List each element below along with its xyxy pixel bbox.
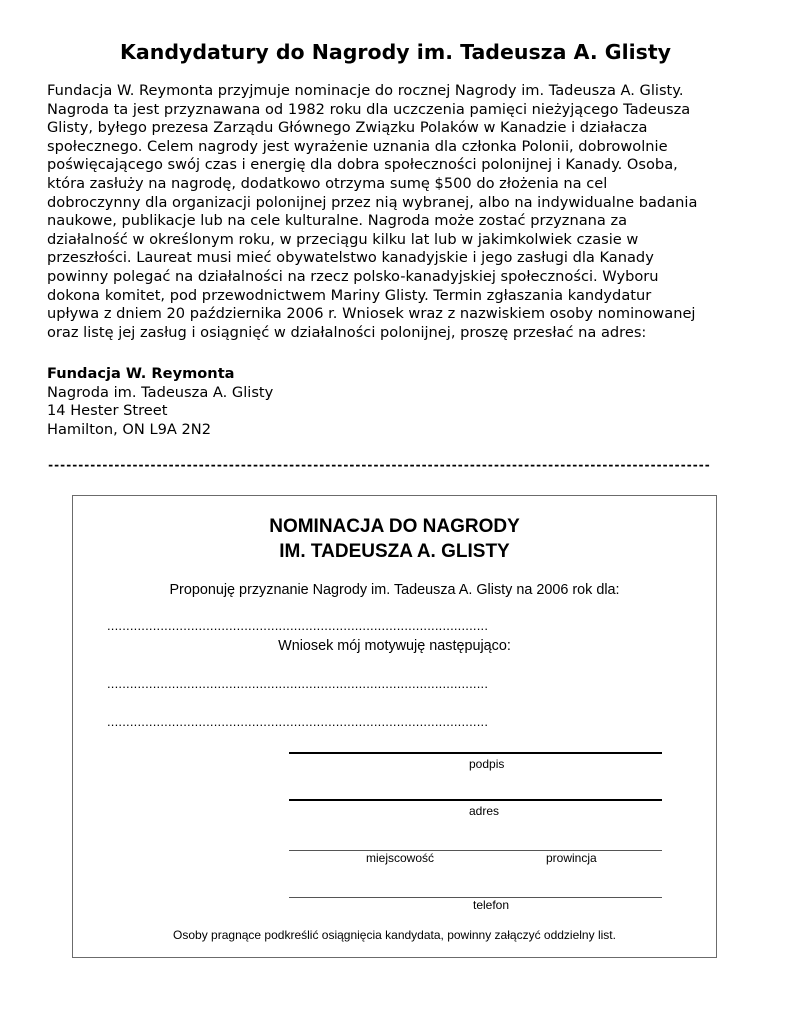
intro-line: dobroczynny dla organizacji polonijnej przez nią wybranej, albo na indywidualne badania	[47, 193, 698, 211]
intro-line: społecznego. Celem nagrody jest wyrażenie uznania dla członka Polonii, dobrowolnie	[47, 137, 668, 155]
intro-line: naukowe, publikacje lub na cele kulturalne. Nagroda może zostać przyznana za	[47, 212, 628, 230]
signature-label: podpis	[469, 757, 505, 771]
intro-line: która zasłuży na nagrodę, dodatkowo otrzyma sumę $500 do złożenia na cel	[47, 174, 608, 192]
mailing-address	[47, 365, 447, 439]
address-organization: Fundacja W. Reymonta	[47, 365, 235, 382]
intro-line: upływa z dniem 20 października 2006 r. Wniosek wraz z nazwiskiem osoby nominowanej	[47, 305, 696, 323]
city-label: miejscowość	[366, 851, 435, 865]
intro-paragraph	[47, 82, 752, 342]
intro-line: oraz listę jej zasług i osiągnięć w działalności polonijnej, proszę przesłać na adres:	[47, 323, 647, 341]
form-title-line: IM. TADEUSZA A. GLISTY	[279, 541, 510, 562]
address-line: 14 Hester Street	[47, 402, 168, 420]
nomination-form	[72, 495, 717, 958]
address-line-field[interactable]	[289, 799, 662, 801]
intro-line: Fundacja W. Reymonta przyjmuje nominacje do rocznej Nagrody im. Tadeusza A. Glisty.	[47, 82, 684, 99]
signature-line[interactable]	[289, 752, 662, 754]
intro-line: dokona komitet, pod przewodnictwem Mariny Glisty. Termin zgłaszania kandydatur	[47, 286, 652, 304]
motivation-fill-line[interactable]: ....................................................................................................	[107, 676, 489, 691]
cut-line-divider: --------------------------------------------------------------------------------------------------------------	[47, 458, 710, 472]
province-label: prowincja	[546, 851, 597, 865]
motivation-text: Wniosek mój motywuję następująco:	[278, 638, 511, 654]
form-note: Osoby pragnące podkreślić osiągnięcia kandydata, powinny załączyć oddzielny list.	[173, 928, 616, 942]
address-label: adres	[469, 804, 500, 818]
proposal-text: Proponuję przyznanie Nagrody im. Tadeusza A. Glisty na 2006 rok dla:	[169, 582, 620, 598]
phone-label: telefon	[473, 898, 510, 912]
city-province-line[interactable]	[289, 850, 662, 851]
form-title	[73, 514, 716, 564]
motivation-fill-line[interactable]: ....................................................................................................	[107, 714, 489, 729]
intro-line: poświęcającego swój czas i energię dla dobra społeczności polonijnej i Kanady. Osoba,	[47, 156, 678, 174]
document-title: Kandydatury do Nagrody im. Tadeusza A. Glisty	[120, 40, 671, 64]
intro-line: przeszłości. Laureat musi mieć obywatelstwo kanadyjskie i jego zasługi dla Kanady	[47, 249, 654, 267]
address-line: Nagroda im. Tadeusza A. Glisty	[47, 383, 274, 401]
intro-line: Nagroda ta jest przyznawana od 1982 roku dla uczczenia pamięci nieżyjącego Tadeusza	[47, 100, 691, 118]
nominee-fill-line[interactable]: ....................................................................................................	[107, 618, 489, 633]
intro-line: działalność w określonym roku, w przeciągu kilku lat lub w jakimkolwiek czasie w	[47, 230, 639, 248]
intro-line: powinny polegać na działalności na rzecz polsko-kanadyjskiej społeczności. Wyboru	[47, 267, 659, 285]
address-line: Hamilton, ON L9A 2N2	[47, 420, 211, 438]
form-title-line: NOMINACJA DO NAGRODY	[269, 516, 520, 537]
intro-line: Glisty, byłego prezesa Zarządu Głównego Związku Polaków w Kanadzie i działacza	[47, 119, 648, 137]
